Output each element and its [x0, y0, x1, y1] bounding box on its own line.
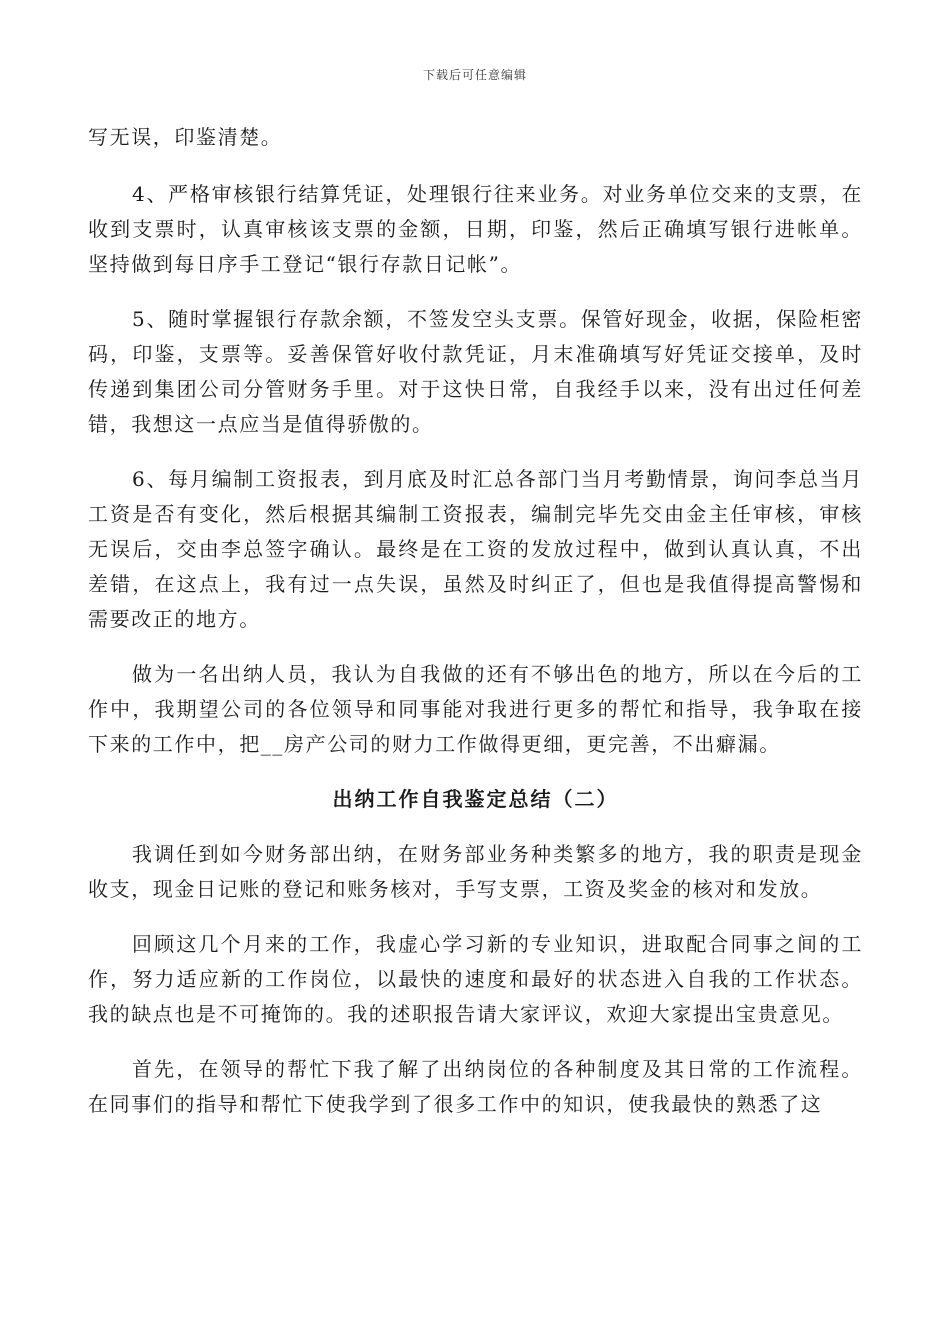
- paragraph-conclusion: 做为一名出纳人员，我认为自我做的还有不够出色的地方，所以在今后的工作中，我期望公司的各位领导和同事能对我进行更多的帮忙和指导，我争取在接下来的工作中，把__房产公司的财力工作做得更细，更完善，不出癖漏。: [88, 662, 863, 756]
- paragraph-continuation: 写无误，印鉴清楚。: [88, 125, 283, 149]
- section-title: 出纳工作自我鉴定总结（二）: [332, 787, 619, 811]
- paragraph-intro: 我调任到如今财务部出纳，在财务部业务种类繁多的地方，我的职责是现金收支，现金日记账的登记和账务核对，手写支票，工资及奖金的核对和发放。: [88, 842, 863, 901]
- paragraph-item-4: 4、严格审核银行结算凭证，处理银行往来业务。对业务单位交来的支票，在收到支票时，认真审核该支票的金额，日期，印鉴，然后正确填写银行进帐单。坚持做到每日序手工登记“银行存款日记帐”。: [88, 182, 863, 276]
- paragraph-item-5: 5、随时掌握银行存款余额，不签发空头支票。保管好现金，收据，保险柜密码，印鉴，支票等。妥善保管好收付款凭证，月末准确填写好凭证交接单，及时传递到集团公司分管财务手里。对于这快日常，自我经手以来，没有出过任何差错，我想这一点应当是值得骄傲的。: [88, 307, 863, 436]
- page-header-note: 下载后可任意编辑: [422, 68, 527, 82]
- paragraph-item-6: 6、每月编制工资报表，到月底及时汇总各部门当月考勤情景，询问李总当月工资是否有变化，然后根据其编制工资报表，编制完毕先交由金主任审核，审核无误后，交由李总签字确认。最终是在工资的发放过程中，做到认真认真，不出差错，在这点上，我有过一点失误，虽然及时纠正了，但也是我值得提高警惕和需要改正的地方。: [88, 467, 863, 631]
- document-body: [88, 120, 863, 1142]
- paragraph-first: 首先，在领导的帮忙下我了解了出纳岗位的各种制度及其日常的工作流程。在同事们的指导和帮忙下使我学到了很多工作中的知识，使我最快的熟悉了这: [88, 1057, 863, 1116]
- paragraph-review: 回顾这几个月来的工作，我虚心学习新的专业知识，进取配合同事之间的工作，努力适应新的工作岗位，以最快的速度和最好的状态进入自我的工作状态。我的缺点也是不可掩饰的。我的述职报告请大家评议，欢迎大家提出宝贵意见。: [88, 932, 863, 1026]
